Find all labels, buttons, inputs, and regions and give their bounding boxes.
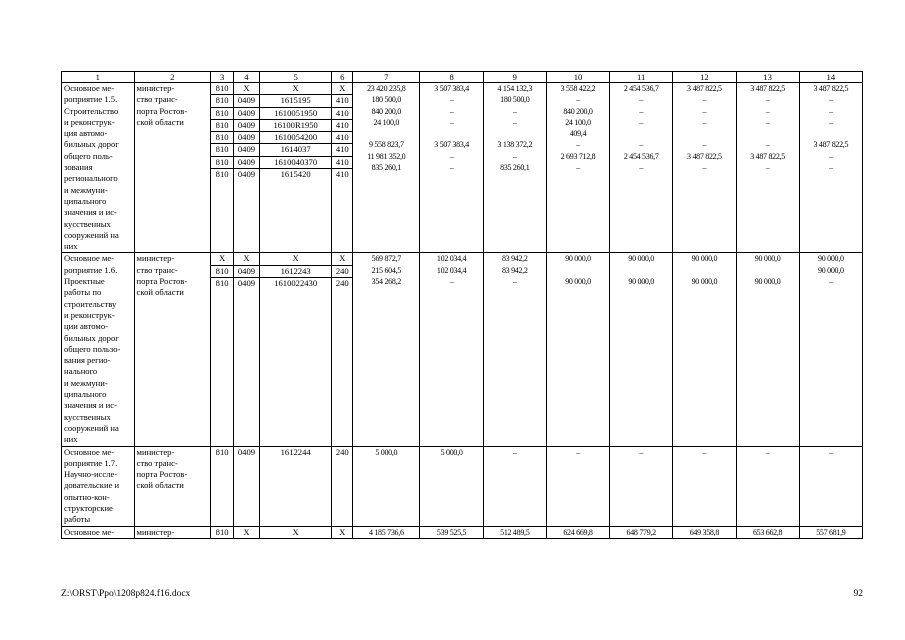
activity-name-line: структорские [64, 502, 113, 513]
amount-value: – [576, 163, 580, 173]
budget-code: X [339, 526, 346, 537]
budget-code: 1610040370 [260, 157, 332, 169]
budget-code: 1612243 [260, 266, 332, 278]
header-cell: 4 [234, 72, 260, 83]
amount-value [675, 265, 733, 276]
activity-name-line: Проектные [64, 276, 105, 287]
header-cell: 3 [211, 72, 234, 83]
amount-value: – [639, 106, 644, 116]
amount-value: 354 268,2 [371, 277, 401, 287]
header-cell: 12 [673, 72, 736, 83]
amount-value: 3 487 822,5 [813, 140, 849, 150]
amount-value: 3 487 822,5 [687, 151, 722, 161]
amount-value: 90 000,0 [691, 277, 718, 287]
amount-cell [673, 446, 736, 526]
budget-code: 0409 [237, 169, 256, 180]
amount-cell [353, 526, 420, 538]
budget-code: 410 [335, 169, 349, 180]
header-cell: 9 [483, 72, 546, 83]
budget-code: 810 [211, 157, 233, 169]
budget-code: 0409 [234, 266, 259, 278]
activity-name-line: строительству [64, 298, 117, 309]
executor-line: порта Ростов- [136, 276, 188, 287]
activity-name-cell [62, 253, 135, 446]
amount-value: 512 489,5 [500, 527, 530, 537]
activity-name-line: работы [64, 514, 91, 525]
activity-name-cell [62, 83, 135, 253]
amount-cell [610, 526, 673, 538]
budget-code: 1610054200 [260, 132, 332, 144]
amount-value: – [702, 447, 707, 457]
activity-name-line: роприятие 1.5. [64, 94, 118, 105]
amount-cell [799, 253, 862, 446]
activity-name-line: кусственных [64, 218, 111, 229]
amount-cell [420, 83, 483, 253]
amount-value [355, 128, 417, 139]
amount-value: 90 000,0 [565, 277, 591, 287]
amount-value [739, 265, 797, 276]
budget-code: 810 [211, 108, 233, 120]
budget-code: X [260, 253, 332, 265]
amount-cell [799, 446, 862, 526]
budget-code-cell [211, 83, 234, 253]
activity-name-line: работы по [64, 287, 102, 298]
executor-line: министер- [136, 526, 175, 537]
amount-value: 3 507 383,4 [434, 140, 469, 150]
amount-value: 90 000,0 [754, 277, 781, 287]
amount-cell [420, 446, 483, 526]
amount-cell [546, 446, 609, 526]
amount-cell [546, 526, 609, 538]
budget-code-cell [211, 253, 234, 446]
amount-value: 3 138 372,2 [497, 140, 533, 150]
budget-code: 1615195 [260, 95, 332, 107]
activity-name-line: ципального [64, 195, 107, 206]
amount-value: 90 000,0 [754, 254, 781, 264]
amount-value: – [512, 277, 517, 287]
amount-value: – [639, 95, 644, 105]
table-row [62, 83, 863, 253]
amount-value: – [449, 277, 454, 287]
budget-code-cell [259, 526, 332, 538]
amount-value: 835 260,1 [500, 163, 530, 173]
amount-cell [483, 83, 546, 253]
header-cell: 13 [736, 72, 799, 83]
header-row [62, 72, 863, 83]
executor-line: ство транс- [136, 264, 178, 275]
amount-value: 90 000,0 [628, 277, 654, 287]
amount-value: 90 000,0 [818, 265, 844, 275]
amount-value: – [829, 151, 833, 161]
amount-cell [736, 446, 799, 526]
amount-value: – [449, 106, 454, 116]
amount-value: – [765, 95, 770, 105]
activity-name-line: бильных дорог [64, 332, 119, 343]
amount-cell [546, 253, 609, 446]
amount-value: – [702, 140, 707, 150]
budget-code: X [234, 253, 259, 265]
amount-value: 3 487 822,5 [750, 151, 785, 161]
amount-value [802, 128, 860, 139]
activity-name-line: общего поль- [64, 150, 113, 161]
activity-name-line: Основное ме- [64, 253, 115, 264]
amount-value: 180 500,0 [371, 95, 401, 105]
amount-value: 539 525,5 [436, 527, 467, 537]
budget-table [61, 71, 863, 539]
activity-name-line: общего пользо- [64, 343, 121, 354]
budget-code: 1614037 [260, 144, 332, 156]
budget-code: X [332, 253, 352, 265]
amount-value [422, 128, 480, 139]
amount-value: – [449, 163, 454, 173]
budget-code: 810 [211, 266, 233, 278]
budget-code: 810 [215, 278, 229, 289]
budget-code: 1610022430 [274, 278, 318, 289]
amount-cell [353, 253, 420, 446]
amount-cell [483, 253, 546, 446]
amount-value: – [449, 95, 454, 105]
header-cell: 10 [546, 72, 609, 83]
amount-value: – [639, 140, 644, 150]
amount-value [675, 128, 733, 139]
activity-name-line: ции автомо- [64, 321, 108, 332]
budget-code: 410 [332, 120, 352, 132]
header-cell: 5 [259, 72, 332, 83]
activity-name-line: Строительство [64, 105, 119, 116]
activity-name-line: и реконструк- [64, 116, 115, 127]
budget-code-cell [234, 83, 260, 253]
header-cell: 8 [420, 72, 483, 83]
executor-line: ской области [136, 480, 184, 491]
executor-cell [134, 83, 211, 253]
amount-value: – [765, 163, 770, 173]
amount-value: 835 260,1 [371, 163, 401, 173]
amount-value [612, 265, 670, 276]
activity-name-line: и межмуни- [64, 377, 108, 388]
activity-name-cell [62, 446, 135, 526]
budget-code-cell [332, 526, 353, 538]
budget-code-cell [234, 253, 260, 446]
activity-name-line: Основное ме- [64, 83, 115, 93]
amount-value: – [765, 106, 770, 116]
amount-value: – [576, 140, 580, 150]
amount-value: – [765, 117, 770, 127]
amount-cell [610, 83, 673, 253]
activity-name-line: опытно-кон- [64, 491, 110, 502]
activity-name-line: роприятие 1.7. [64, 457, 118, 468]
amount-value: 24 100,0 [373, 117, 400, 127]
activity-name-line: сооружений на [64, 229, 119, 240]
executor-line: министер- [136, 83, 175, 93]
amount-cell [610, 253, 673, 446]
amount-cell [353, 446, 420, 526]
amount-cell [483, 446, 546, 526]
budget-code: 810 [211, 95, 233, 107]
amount-value: – [829, 277, 833, 287]
amount-value: 5 000,0 [375, 447, 398, 457]
amount-value: 180 500,0 [500, 95, 530, 105]
executor-line: ство транс- [136, 457, 178, 468]
table-row [62, 526, 863, 538]
header-cell: 11 [610, 72, 673, 83]
amount-value: 11 981 352,0 [367, 151, 406, 161]
amount-value: 4 185 736,6 [368, 527, 404, 537]
activity-name-cell [62, 526, 135, 538]
amount-value: 24 100,0 [565, 117, 591, 127]
amount-value: 653 662,8 [752, 527, 783, 537]
budget-code: 1615420 [280, 169, 311, 180]
activity-name-line: и межмуни- [64, 184, 108, 195]
executor-line: ской области [136, 116, 184, 127]
activity-name-line: них [64, 241, 78, 252]
amount-value: – [765, 140, 770, 150]
amount-value [739, 128, 797, 139]
budget-code: 1610051950 [260, 108, 332, 120]
amount-value: 9 558 823,7 [368, 140, 404, 150]
budget-code-cell [234, 446, 260, 526]
activity-name-line: довательские и [64, 480, 120, 491]
amount-value: 2 693 712,8 [560, 151, 596, 161]
budget-code: 240 [335, 278, 349, 289]
activity-name-line: сооружений на [64, 422, 119, 433]
budget-code: 0409 [234, 120, 259, 132]
amount-value: – [512, 106, 517, 116]
amount-value [612, 128, 670, 139]
header-cell: 2 [134, 72, 211, 83]
amount-value: 90 000,0 [628, 254, 654, 264]
budget-code: 810 [211, 144, 233, 156]
amount-value: 569 872,7 [371, 254, 401, 264]
activity-name-line: вания регио- [64, 355, 111, 366]
amount-value: 83 942,2 [501, 254, 528, 264]
amount-value: – [702, 106, 707, 116]
amount-cell [420, 253, 483, 446]
activity-name-line: Основное ме- [64, 446, 115, 457]
amount-value: 624 669,8 [563, 527, 593, 537]
budget-code-cell [332, 446, 353, 526]
budget-code: X [260, 83, 332, 95]
executor-line: министер- [136, 446, 175, 457]
amount-value: – [449, 151, 454, 161]
table-row [62, 446, 863, 526]
amount-value: 840 200,0 [563, 106, 593, 116]
budget-code-cell [211, 446, 234, 526]
amount-value: – [702, 117, 707, 127]
header-cell: 6 [332, 72, 353, 83]
budget-code: 810 [211, 83, 233, 95]
header-cell: 14 [799, 72, 862, 83]
amount-value [486, 128, 544, 139]
activity-name-line: регионального [64, 173, 118, 184]
activity-name-line: нального [64, 366, 98, 377]
amount-value: – [829, 117, 833, 127]
document-path: Z:\ORST\Ppo\1208p824.f16.docx [61, 589, 191, 599]
header-cell: 7 [353, 72, 420, 83]
activity-name-line: роприятие 1.6. [64, 264, 118, 275]
amount-cell [610, 446, 673, 526]
amount-value: – [576, 447, 580, 457]
budget-code: 410 [332, 144, 352, 156]
amount-value: 90 000,0 [565, 254, 591, 264]
amount-value: 3 507 383,4 [434, 84, 469, 93]
amount-value: 4 154 132,3 [497, 84, 533, 93]
activity-name-line: ция автомо- [64, 128, 108, 139]
budget-code: 0409 [234, 132, 259, 144]
amount-value: 2 454 536,7 [623, 151, 659, 161]
amount-cell [353, 83, 420, 253]
amount-cell [799, 83, 862, 253]
activity-name-line: кусственных [64, 411, 111, 422]
budget-code: 0409 [234, 95, 259, 107]
amount-value: 3 487 822,5 [687, 84, 722, 93]
amount-value: – [449, 117, 454, 127]
budget-code: 810 [215, 446, 229, 457]
amount-cell [799, 526, 862, 538]
amount-value: – [639, 117, 644, 127]
budget-code: 1612244 [280, 446, 311, 457]
budget-code-cell [332, 253, 353, 446]
amount-value: 215 604,5 [371, 265, 401, 275]
activity-name-line: и реконструк- [64, 309, 115, 320]
budget-code: 810 [211, 132, 233, 144]
executor-line: ство транс- [136, 94, 178, 105]
budget-code: 810 [215, 169, 229, 180]
budget-code: X [243, 526, 250, 537]
amount-cell [673, 526, 736, 538]
activity-name-line: Научно-иссле- [64, 469, 118, 480]
amount-value: – [512, 447, 517, 457]
budget-code: 410 [332, 132, 352, 144]
executor-cell [134, 253, 211, 446]
executor-cell [134, 446, 211, 526]
budget-code: 0409 [237, 446, 256, 457]
activity-name-line: зования [64, 162, 93, 173]
budget-code: 410 [332, 157, 352, 169]
amount-value: 90 000,0 [818, 254, 844, 264]
executor-line: порта Ростов- [136, 105, 188, 116]
amount-cell [546, 83, 609, 253]
activity-name-line: ципального [64, 389, 107, 400]
amount-value: 23 420 235,8 [367, 84, 406, 93]
amount-value: – [702, 163, 707, 173]
amount-cell [736, 526, 799, 538]
budget-code-cell [259, 446, 332, 526]
budget-code: 0409 [237, 278, 256, 289]
header-cell: 1 [62, 72, 135, 83]
budget-code-cell [234, 526, 260, 538]
executor-line: порта Ростов- [136, 469, 188, 480]
executor-cell [134, 526, 211, 538]
amount-value: 102 034,4 [436, 265, 467, 275]
budget-code: X [292, 526, 299, 537]
executor-line: министер- [136, 253, 175, 264]
budget-code: 0409 [234, 157, 259, 169]
amount-value: 102 034,4 [436, 254, 467, 264]
amount-cell [420, 526, 483, 538]
budget-code: X [234, 83, 259, 95]
budget-code: 410 [332, 95, 352, 107]
amount-value: – [829, 95, 833, 105]
amount-value: – [576, 95, 580, 105]
budget-code-cell [259, 253, 332, 446]
page-number: 92 [853, 589, 863, 599]
amount-value: 5 000,0 [440, 447, 463, 457]
amount-value: – [829, 163, 833, 173]
budget-code: 240 [335, 446, 349, 457]
activity-name-line: значения и ис- [64, 207, 117, 218]
amount-value: 90 000,0 [691, 254, 718, 264]
amount-cell [736, 253, 799, 446]
amount-value: 83 942,2 [501, 265, 528, 275]
amount-value: 649 358,8 [689, 527, 720, 537]
amount-value: – [829, 106, 833, 116]
amount-value: 3 487 822,5 [813, 84, 849, 93]
amount-value: – [829, 447, 833, 457]
amount-value: – [512, 117, 517, 127]
budget-code: 240 [332, 266, 352, 278]
table-row [62, 253, 863, 446]
activity-name-line: значения и ис- [64, 400, 117, 411]
amount-value: – [639, 163, 644, 173]
executor-line: ской области [136, 287, 184, 298]
budget-code: X [211, 253, 233, 265]
budget-code-cell [259, 83, 332, 253]
amount-value: 557 681,9 [816, 527, 846, 537]
amount-value: 3 558 422,2 [560, 84, 596, 93]
budget-code: 410 [332, 108, 352, 120]
amount-value: – [639, 447, 644, 457]
activity-name-line: бильных дорог [64, 139, 119, 150]
budget-code: 810 [211, 120, 233, 132]
amount-cell [673, 83, 736, 253]
amount-value: 648 779,2 [626, 527, 656, 537]
activity-name-line: Основное ме- [64, 526, 115, 537]
budget-code: 16100R1950 [260, 120, 332, 132]
budget-code: X [332, 83, 352, 95]
amount-value: – [702, 95, 707, 105]
budget-code: 0409 [234, 144, 259, 156]
amount-value: 2 454 536,7 [623, 84, 659, 93]
amount-cell [673, 253, 736, 446]
amount-value: – [512, 151, 517, 161]
amount-value: 840 200,0 [371, 106, 401, 116]
amount-value: 409,4 [569, 129, 587, 139]
amount-value: – [765, 447, 770, 457]
budget-code-cell [211, 526, 234, 538]
amount-cell [736, 83, 799, 253]
amount-value: 3 487 822,5 [750, 84, 785, 93]
amount-cell [483, 526, 546, 538]
budget-code-cell [332, 83, 353, 253]
budget-code: 0409 [234, 108, 259, 120]
budget-code: 810 [215, 526, 229, 537]
amount-value [549, 265, 607, 276]
activity-name-line: них [64, 434, 78, 445]
